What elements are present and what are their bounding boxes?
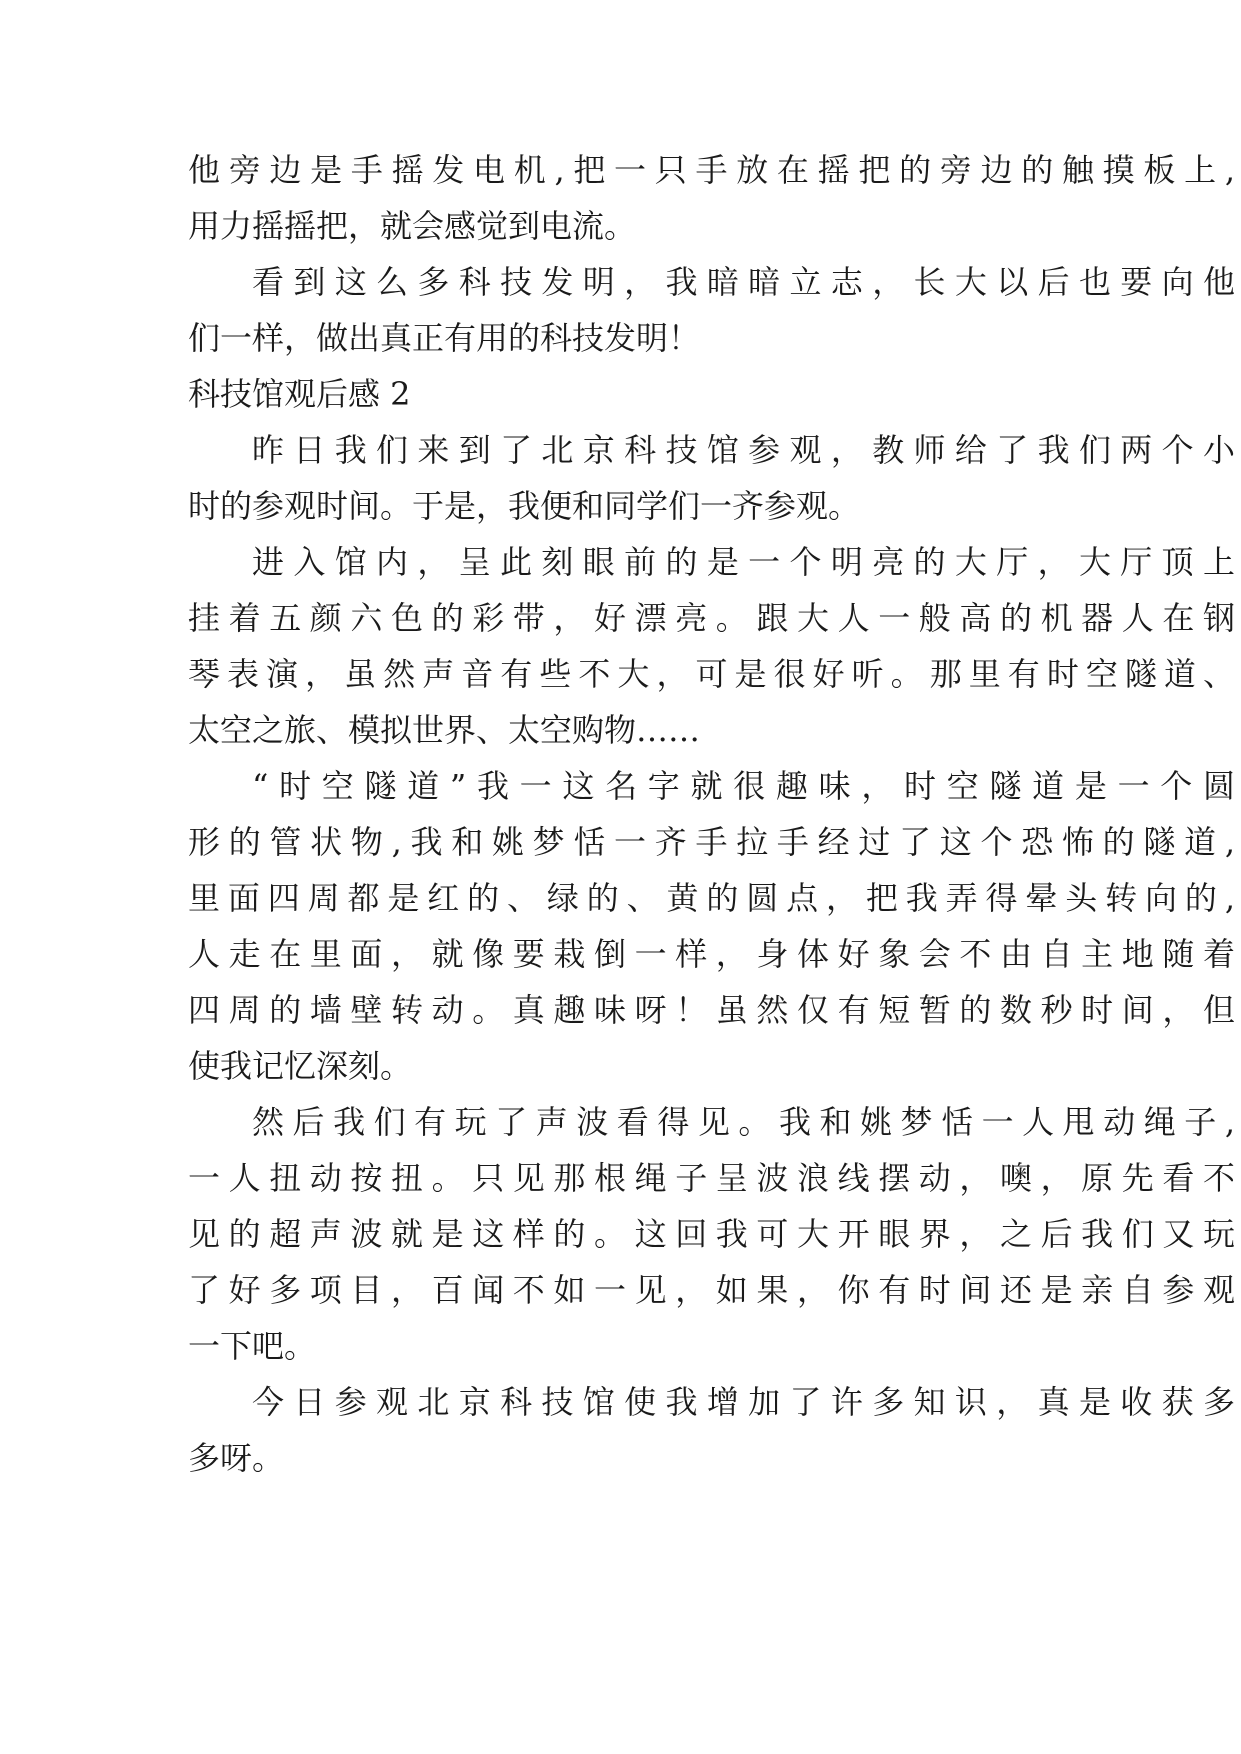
text-line: 人走在里面，就像要栽倒一样，身体好象会不由自主地随着 — [188, 935, 1235, 973]
text-line: 时的参观时间。于是，我便和同学们一齐参观。 — [188, 487, 861, 525]
text-line: 了好多项目，百闻不如一见，如果，你有时间还是亲自参观 — [188, 1271, 1235, 1309]
text-line: 使我记忆深刻。 — [188, 1047, 413, 1085]
text-line: 然后我们有玩了声波看得见。我和姚梦恬一人甩动绳子, — [252, 1103, 1235, 1141]
text-line: 一下吧。 — [188, 1327, 317, 1365]
text-line: 今日参观北京科技馆使我增加了许多知识，真是收获多 — [252, 1383, 1235, 1421]
text-line: 们一样，做出真正有用的科技发明！ — [188, 319, 701, 357]
text-line: 一人扭动按扭。只见那根绳子呈波浪线摆动，噢，原先看不 — [188, 1159, 1235, 1197]
text-line: 见的超声波就是这样的。这回我可大开眼界，之后我们又玩 — [188, 1215, 1235, 1253]
text-line: 挂着五颜六色的彩带，好漂亮。跟大人一般高的机器人在钢 — [188, 599, 1235, 637]
text-line: 用力摇摇把，就会感觉到电流。 — [188, 207, 637, 245]
text-line: 琴表演，虽然声音有些不大，可是很好听。那里有时空隧道、 — [188, 655, 1235, 693]
text-line: “时空隧道”我一这名字就很趣味，时空隧道是一个圆 — [252, 767, 1235, 805]
text-line: 四周的墙壁转动。真趣味呀！虽然仅有短暂的数秒时间，但 — [188, 991, 1235, 1029]
section-heading: 科技馆观后感 2 — [188, 375, 411, 413]
text-line: 太空之旅、模拟世界、太空购物…… — [188, 711, 701, 749]
text-line: 多呀。 — [188, 1439, 285, 1477]
text-line: 进入馆内，呈此刻眼前的是一个明亮的大厅，大厅顶上 — [252, 543, 1235, 581]
text-line: 看到这么多科技发明，我暗暗立志，长大以后也要向他 — [252, 263, 1235, 301]
text-line: 形的管状物,我和姚梦恬一齐手拉手经过了这个恐怖的隧道, — [188, 823, 1235, 861]
text-line: 他旁边是手摇发电机,把一只手放在摇把的旁边的触摸板上, — [188, 151, 1235, 189]
text-line: 里面四周都是红的、绿的、黄的圆点，把我弄得晕头转向的, — [188, 879, 1235, 917]
text-line: 昨日我们来到了北京科技馆参观，教师给了我们两个小 — [252, 431, 1235, 469]
